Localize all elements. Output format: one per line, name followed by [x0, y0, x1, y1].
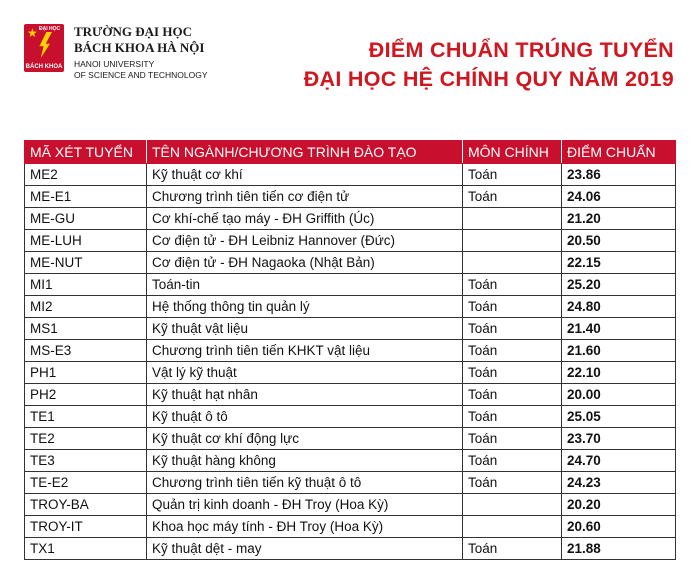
cell-main-subject: Toán [463, 296, 562, 318]
cell-code: MI1 [25, 274, 147, 296]
logo-bottom-text: BÁCH KHOA [25, 64, 63, 70]
table-row [25, 296, 676, 318]
cell-main-subject: Toán [463, 472, 562, 494]
cell-code: ME-E1 [25, 186, 147, 208]
cell-program: Kỹ thuật ô tô [147, 406, 463, 428]
table-body [25, 164, 676, 560]
cell-score: 20.50 [562, 230, 676, 252]
cell-program: Toán-tin [147, 274, 463, 296]
admission-scores-table [24, 140, 676, 560]
cell-program: Kỹ thuật cơ khí [147, 164, 463, 186]
cell-main-subject [463, 516, 562, 538]
cell-code: PH2 [25, 384, 147, 406]
header-code: MÃ XÉT TUYỂN [25, 141, 147, 164]
star-icon: ★ [27, 26, 38, 40]
cell-main-subject: Toán [463, 538, 562, 560]
cell-main-subject: Toán [463, 362, 562, 384]
cell-score: 24.80 [562, 296, 676, 318]
cell-score: 21.60 [562, 340, 676, 362]
cell-main-subject: Toán [463, 186, 562, 208]
cell-main-subject [463, 208, 562, 230]
cell-program: Kỹ thuật hàng không [147, 450, 463, 472]
cell-program: Kỹ thuật dệt - may [147, 538, 463, 560]
cell-main-subject: Toán [463, 428, 562, 450]
lightning-icon [38, 32, 52, 58]
cell-program: Chương trình tiên tiến cơ điện tử [147, 186, 463, 208]
table-row [25, 472, 676, 494]
table-row [25, 230, 676, 252]
cell-main-subject: Toán [463, 274, 562, 296]
school-english-line1: HANOI UNIVERSITY [74, 59, 155, 69]
table-row [25, 318, 676, 340]
cell-code: MS1 [25, 318, 147, 340]
table-row [25, 340, 676, 362]
school-name [74, 24, 208, 81]
cell-program: Vật lý kỹ thuật [147, 362, 463, 384]
cell-code: ME-GU [25, 208, 147, 230]
table-row [25, 274, 676, 296]
cell-score: 21.20 [562, 208, 676, 230]
cell-program: Chương trình tiên tiến KHKT vật liệu [147, 340, 463, 362]
cell-code: TE1 [25, 406, 147, 428]
cell-program: Cơ điện tử - ĐH Nagaoka (Nhật Bản) [147, 252, 463, 274]
table-row [25, 494, 676, 516]
cell-code: TROY-BA [25, 494, 147, 516]
logo-top-text: ĐẠI HỌC [39, 26, 61, 32]
cell-score: 20.20 [562, 494, 676, 516]
cell-code: ME2 [25, 164, 147, 186]
title-line2: ĐẠI HỌC HỆ CHÍNH QUY NĂM 2019 [303, 67, 674, 91]
cell-code: TX1 [25, 538, 147, 560]
cell-program: Kỹ thuật cơ khí động lực [147, 428, 463, 450]
cell-code: ME-NUT [25, 252, 147, 274]
cell-score: 25.20 [562, 274, 676, 296]
header-main-subject: MÔN CHÍNH [463, 141, 562, 164]
table-row [25, 516, 676, 538]
cell-code: TE2 [25, 428, 147, 450]
cell-main-subject [463, 230, 562, 252]
cell-score: 24.70 [562, 450, 676, 472]
cell-main-subject: Toán [463, 450, 562, 472]
page-title [304, 36, 674, 94]
table-row [25, 450, 676, 472]
table-row [25, 252, 676, 274]
cell-score: 22.10 [562, 362, 676, 384]
title-line1: ĐIỂM CHUẨN TRÚNG TUYỂN [368, 38, 674, 62]
cell-program: Cơ điện tử - ĐH Leibniz Hannover (Đức) [147, 230, 463, 252]
cell-code: TROY-IT [25, 516, 147, 538]
cell-program: Quản trị kinh doanh - ĐH Troy (Hoa Kỳ) [147, 494, 463, 516]
cell-code: MS-E3 [25, 340, 147, 362]
cell-program: Kỹ thuật hạt nhân [147, 384, 463, 406]
cell-score: 22.15 [562, 252, 676, 274]
cell-score: 20.60 [562, 516, 676, 538]
table-row [25, 164, 676, 186]
header-program: TÊN NGÀNH/CHƯƠNG TRÌNH ĐÀO TẠO [147, 141, 463, 164]
university-logo [24, 24, 64, 72]
header [0, 0, 696, 140]
cell-program: Cơ khí-chế tạo máy - ĐH Griffith (Úc) [147, 208, 463, 230]
table-row [25, 406, 676, 428]
table-row [25, 384, 676, 406]
cell-main-subject: Toán [463, 406, 562, 428]
cell-main-subject [463, 494, 562, 516]
table-row [25, 186, 676, 208]
cell-score: 23.70 [562, 428, 676, 450]
cell-code: ME-LUH [25, 230, 147, 252]
school-name-line1: TRƯỜNG ĐẠI HỌC [74, 24, 192, 39]
cell-code: PH1 [25, 362, 147, 384]
header-score: ĐIỂM CHUẨN [562, 141, 676, 164]
cell-code: TE3 [25, 450, 147, 472]
cell-code: TE-E2 [25, 472, 147, 494]
cell-program: Hệ thống thông tin quản lý [147, 296, 463, 318]
table-row [25, 208, 676, 230]
cell-main-subject [463, 252, 562, 274]
cell-score: 24.06 [562, 186, 676, 208]
cell-program: Chương trình tiên tiến kỹ thuật ô tô [147, 472, 463, 494]
cell-main-subject: Toán [463, 318, 562, 340]
cell-program: Kỹ thuật vật liệu [147, 318, 463, 340]
table-row [25, 428, 676, 450]
cell-score: 23.86 [562, 164, 676, 186]
cell-main-subject: Toán [463, 164, 562, 186]
cell-score: 21.40 [562, 318, 676, 340]
table-row [25, 362, 676, 384]
table-row [25, 538, 676, 560]
school-english-line2: OF SCIENCE AND TECHNOLOGY [74, 70, 208, 80]
table-header-row [25, 141, 676, 164]
cell-program: Khoa học máy tính - ĐH Troy (Hoa Kỳ) [147, 516, 463, 538]
cell-score: 21.88 [562, 538, 676, 560]
cell-score: 24.23 [562, 472, 676, 494]
cell-code: MI2 [25, 296, 147, 318]
school-name-line2: BÁCH KHOA HÀ NỘI [74, 40, 205, 55]
cell-score: 20.00 [562, 384, 676, 406]
cell-main-subject: Toán [463, 340, 562, 362]
cell-score: 25.05 [562, 406, 676, 428]
cell-main-subject: Toán [463, 384, 562, 406]
